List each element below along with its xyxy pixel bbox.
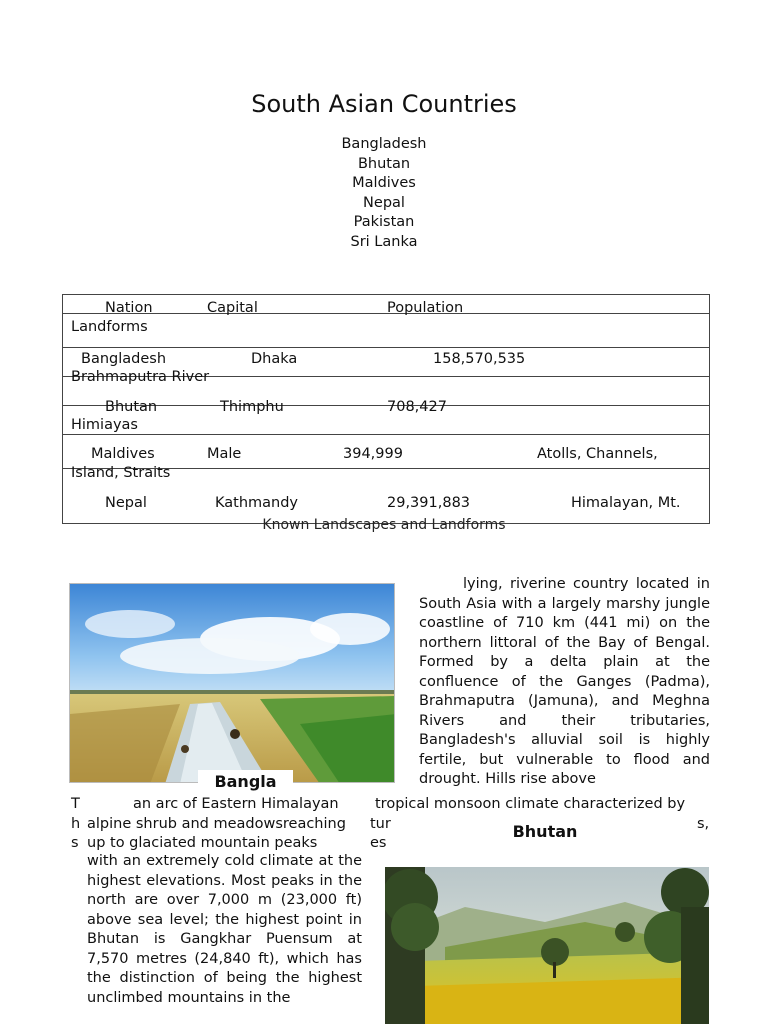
header-population: Population <box>387 300 464 316</box>
bhutan-label: Bhutan <box>505 820 585 844</box>
table-row <box>63 399 709 435</box>
cell-landforms: Brahmaputra River <box>71 369 210 385</box>
text-fragment: s <box>71 835 79 851</box>
table-header-row <box>63 295 709 314</box>
list-item: Bhutan <box>357 155 411 172</box>
text-fragment: up to glaciated mountain peaks <box>87 835 318 851</box>
header-landforms: Landforms <box>71 319 148 335</box>
cell-capital: Kathmandy <box>215 495 298 511</box>
bhutan-paragraph: with an extremely cold climate at the highest elevations. Most peaks in the north are over 7,000 m (23,000 ft) above sea level; the highest point in Bhutan is Gangkhar Puensum at 7,570 metres (24,840 ft), which has the distinction of being the highest unclimbed mountains in the <box>87 853 362 1006</box>
text-fragment: s, <box>697 816 710 832</box>
header-capital: Capital <box>207 300 258 316</box>
cell-population: 394,999 <box>343 446 403 462</box>
list-item: Nepal <box>363 194 405 211</box>
cell-population: 29,391,883 <box>387 495 471 511</box>
cell-landforms: Himiayas <box>71 417 138 433</box>
text-fragment: an arc of Eastern Himalayan <box>133 796 339 812</box>
text-fragment: tropical monsoon climate characterized by <box>375 796 686 812</box>
table-row-spacer <box>63 377 709 406</box>
bangladesh-river-photo <box>69 583 395 783</box>
table-row <box>63 348 709 385</box>
countries-table <box>62 294 710 524</box>
text-fragment: T <box>71 796 80 812</box>
cell-capital: Thimphu <box>220 399 284 415</box>
cell-nation: Nepal <box>105 495 147 511</box>
cell-landforms: Atolls, Channels, <box>537 446 658 462</box>
cell-landforms-2: Island, Straits <box>71 465 171 481</box>
bangladesh-paragraph: lying, riverine country located in South Asia with a largely marshy jungle coastline of 710 km (441 mi) on the northern littoral of the Bay of Bengal. Formed by a delta plain at the confluence of the Ganges (Padma), Brahmaputra (Jamuna), and Meghna Rivers and their tributaries, Bangladesh's alluvial soil is highly fertile, but vulnerable to flood and drought. Hills rise above <box>419 576 710 787</box>
bangladesh-label: Bangla <box>198 770 293 794</box>
country-list <box>0 135 768 252</box>
text-fragment: alpine shrub and meadowsreaching <box>87 816 346 832</box>
cell-capital: Male <box>207 446 242 462</box>
list-item: Sri Lanka <box>350 233 418 250</box>
text-fragment: tur <box>370 816 391 832</box>
list-item: Maldives <box>352 175 416 191</box>
cell-nation: Maldives <box>91 446 155 462</box>
text-fragment: es <box>370 835 387 851</box>
bhutan-terraces-photo <box>385 867 709 1024</box>
list-item: Pakistan <box>353 214 415 230</box>
cell-nation: Bhutan <box>105 399 158 415</box>
cell-population: 708,427 <box>387 399 447 415</box>
page-title: South Asian Countries <box>251 90 517 118</box>
cell-nation: Bangladesh <box>81 351 167 367</box>
header-nation: Nation <box>105 300 153 316</box>
table-row <box>63 469 709 524</box>
cell-landforms: Himalayan, Mt. <box>571 495 681 511</box>
cell-population: 158,570,535 <box>433 351 526 367</box>
table-row <box>63 435 709 481</box>
list-item: Bangladesh <box>341 136 427 152</box>
table-caption: Known Landscapes and Landforms <box>262 517 506 532</box>
text-fragment: h <box>71 816 81 832</box>
cell-capital: Dhaka <box>251 351 298 367</box>
table-header-row-2 <box>63 314 709 348</box>
